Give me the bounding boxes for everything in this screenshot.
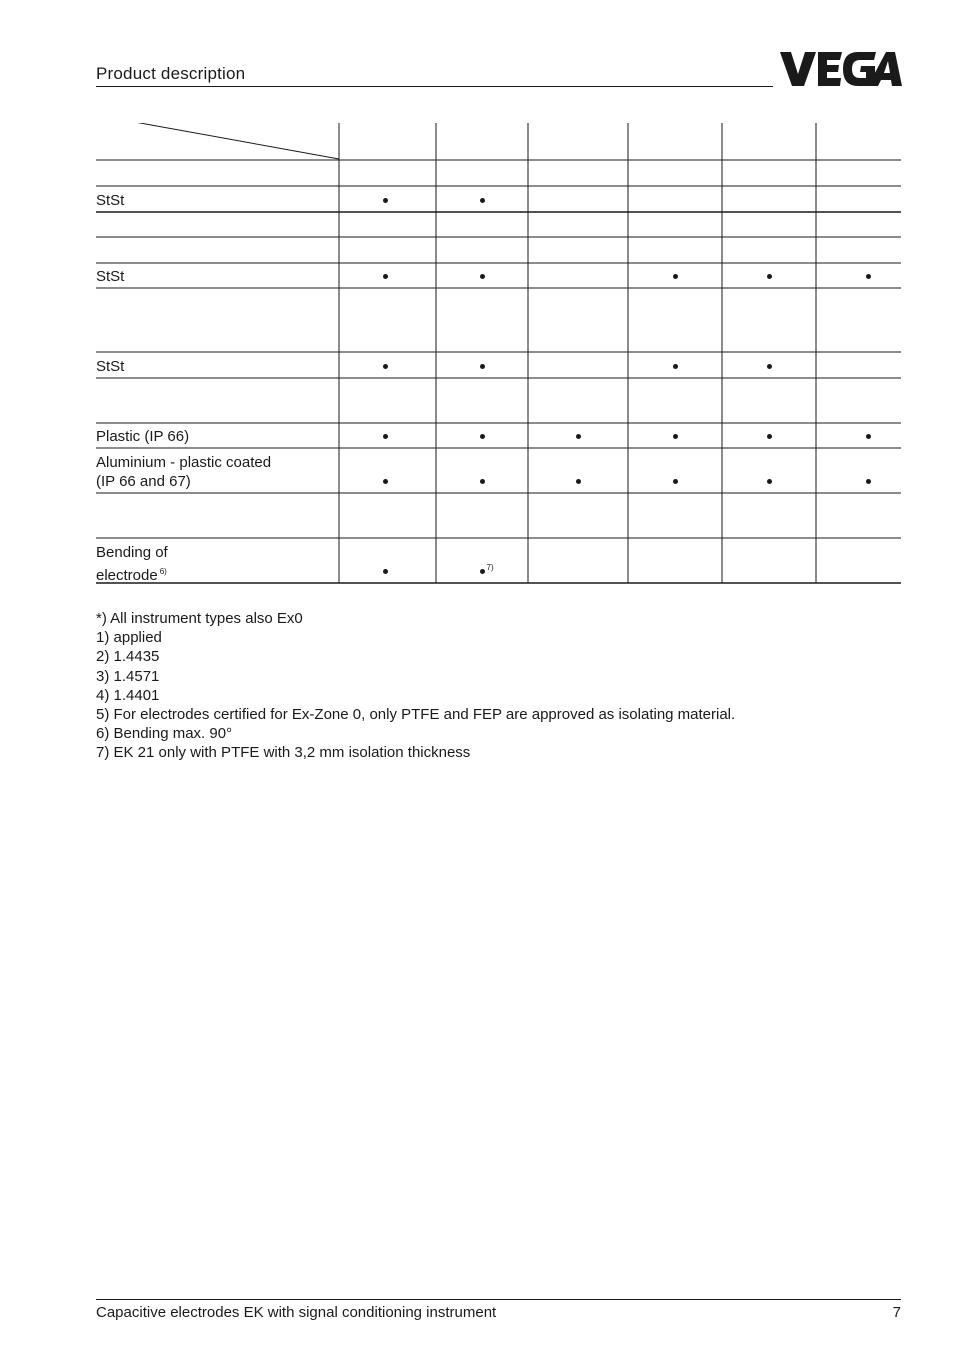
- row-label-aluminium-line1: Aluminium - plastic coated: [96, 454, 272, 471]
- mark-dot: [383, 434, 388, 439]
- section-title: Product description: [96, 64, 246, 83]
- mark-dot: [866, 434, 871, 439]
- mark-dot: [767, 364, 772, 369]
- footer-document-title: Capacitive electrodes EK with signal conditioning instrument: [96, 1304, 497, 1321]
- row-label-aluminium: [96, 453, 271, 491]
- footnotes: [96, 609, 735, 763]
- row-label-plastic: Plastic (IP 66): [96, 428, 190, 445]
- page-number: 7: [892, 1304, 901, 1321]
- row-label-aluminium-line2: (IP 66 and 67): [96, 473, 191, 490]
- mark-dot: [673, 434, 678, 439]
- mark-dot: [480, 479, 485, 484]
- mark-dot: [767, 434, 772, 439]
- mark-dot: [383, 479, 388, 484]
- row-label-bending-line2: electrode: [96, 567, 158, 584]
- mark-dot: [673, 364, 678, 369]
- footnote-5: 5) For electrodes certified for Ex-Zone 0, only PTFE and FEP are approved as isolating material.: [96, 706, 736, 724]
- row-label-ststuff-2: StSt: [96, 268, 125, 285]
- footnote-7: 7) EK 21 only with PTFE with 3,2 mm isolation thickness: [96, 744, 471, 762]
- mark-dot: [480, 274, 485, 279]
- footnote-6: 6) Bending max. 90°: [96, 725, 233, 743]
- row-label-bending: [96, 543, 168, 585]
- header-rule: [96, 86, 773, 87]
- mark-dot: [767, 274, 772, 279]
- mark-dot: [383, 569, 388, 574]
- mark-dot: [480, 569, 485, 574]
- row-label-bending-line1: Bending of: [96, 544, 168, 561]
- mark-dot: [480, 364, 485, 369]
- footnote-star: *) All instrument types also Ex0: [96, 610, 303, 627]
- mark-dot: [576, 434, 581, 439]
- row-label-ststuff-3: StSt: [96, 358, 125, 375]
- footnote-4: 4) 1.4401: [96, 686, 160, 704]
- mark-dot: [480, 434, 485, 439]
- table-grid: [96, 123, 901, 584]
- footnote-2: 2) 1.4435: [96, 648, 160, 666]
- footnote-ref-6: 6): [159, 567, 167, 576]
- mark-dot: [673, 479, 678, 484]
- mark-dot: [383, 198, 388, 203]
- mark-dot: [767, 479, 772, 484]
- vega-logo: [780, 52, 902, 86]
- row-label-ststuff-1: StSt: [96, 192, 125, 209]
- mark-dot: [673, 274, 678, 279]
- mark-dot: [866, 479, 871, 484]
- mark-dot: [383, 364, 388, 369]
- mark-dot: [480, 198, 485, 203]
- material-table: [96, 123, 901, 584]
- footnote-ref-7: 7): [486, 562, 494, 572]
- mark-dot: [576, 479, 581, 484]
- footer-rule: [96, 1299, 901, 1300]
- mark-dot: [383, 274, 388, 279]
- mark-dot: [866, 274, 871, 279]
- footnote-3: 3) 1.4571: [96, 667, 160, 685]
- footnote-1: 1) applied: [96, 629, 162, 647]
